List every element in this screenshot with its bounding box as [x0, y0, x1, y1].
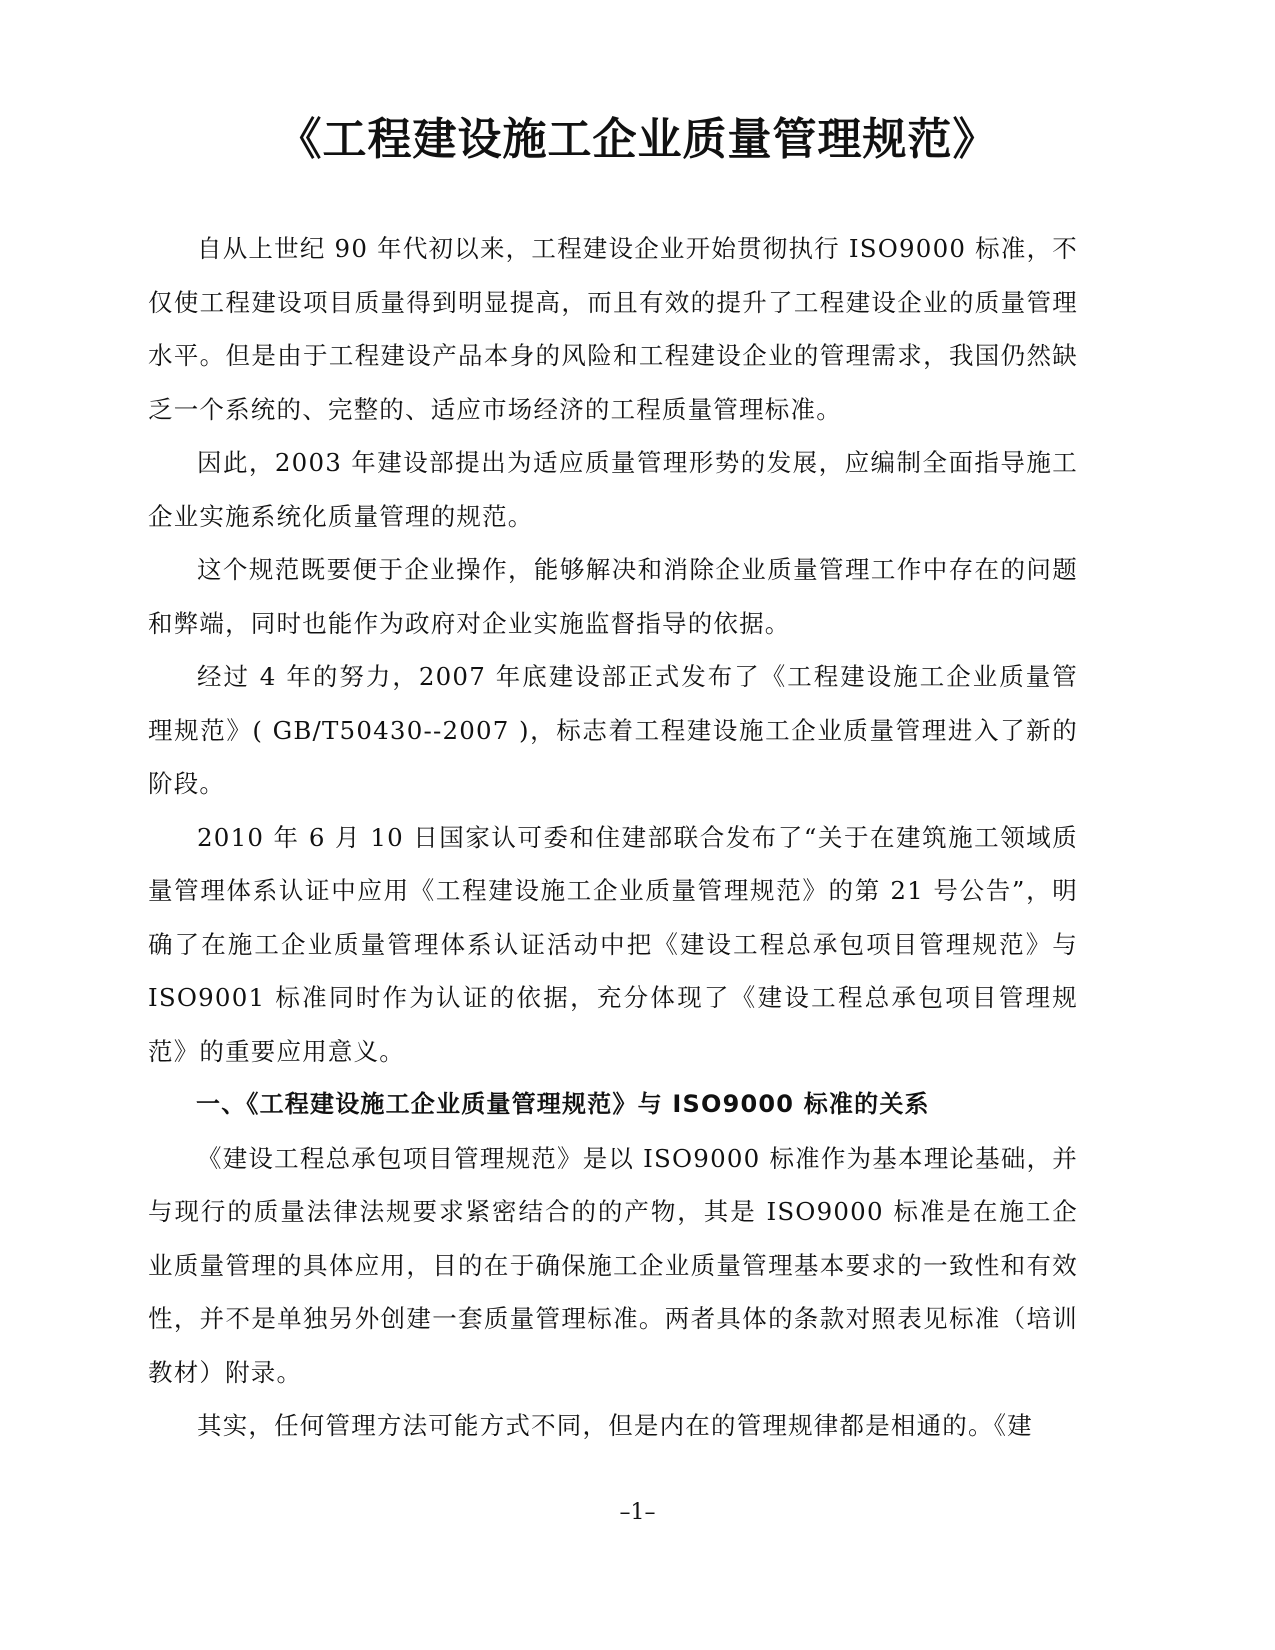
- paragraph-relationship: 《建设工程总承包项目管理规范》是以 ISO9000 标准作为基本理论基础，并与现行的质量法律法规要求紧密结合的的产物，其是 ISO9000 标准是在施工企业质量管理的具体应用，目的在于确保施工企业质量管理基本要求的一致性和有效性，并不是单独另外创建一套质量管理标准。两者具体的条款对照表见标准（培训教材）附录。: [148, 1143, 1078, 1387]
- section-heading: 一、《工程建设施工企业质量管理规范》与 ISO9000 标准的关系: [196, 1090, 930, 1118]
- paragraph-2007: 经过 4 年的努力，2007 年底建设部正式发布了《工程建设施工企业质量管理规范》( GB/T50430--2007 )，标志着工程建设施工企业质量管理进入了新的阶段。: [148, 662, 1078, 798]
- page-number: –1–: [619, 1500, 656, 1525]
- paragraph-2010: 2010 年 6 月 10 日国家认可委和住建部联合发布了“关于在建筑施工领域质量管理体系认证中应用《工程建设施工企业质量管理规范》的第 21 号公告”，明确了在施工企业质量管理体系认证活动中把《建设工程总承包项目管理规范》与 ISO9001 标准同时作为认证的依据，充分体现了《建设工程总承包项目管理规范》的重要应用意义。: [148, 822, 1078, 1066]
- document-title: 《工程建设施工企业质量管理规范》: [277, 114, 998, 165]
- document-body: [148, 222, 1078, 1453]
- paragraph-intro: 自从上世纪 90 年代初以来，工程建设企业开始贯彻执行 ISO9000 标准，不仅使工程建设项目质量得到明显提高，而且有效的提升了工程建设企业的质量管理水平。但是由于工程建设产品本身的风险和工程建设企业的管理需求，我国仍然缺乏一个系统的、完整的、适应市场经济的工程质量管理标准。: [148, 234, 1078, 424]
- paragraph-2003: 因此，2003 年建设部提出为适应质量管理形势的发展，应编制全面指导施工企业实施系统化质量管理的规范。: [148, 448, 1078, 531]
- paragraph-continued: 其实，任何管理方法可能方式不同，但是内在的管理规律都是相通的。《建: [197, 1411, 1033, 1440]
- paragraph-purpose: 这个规范既要便于企业操作，能够解决和消除企业质量管理工作中存在的问题和弊端，同时也能作为政府对企业实施监督指导的依据。: [148, 555, 1078, 638]
